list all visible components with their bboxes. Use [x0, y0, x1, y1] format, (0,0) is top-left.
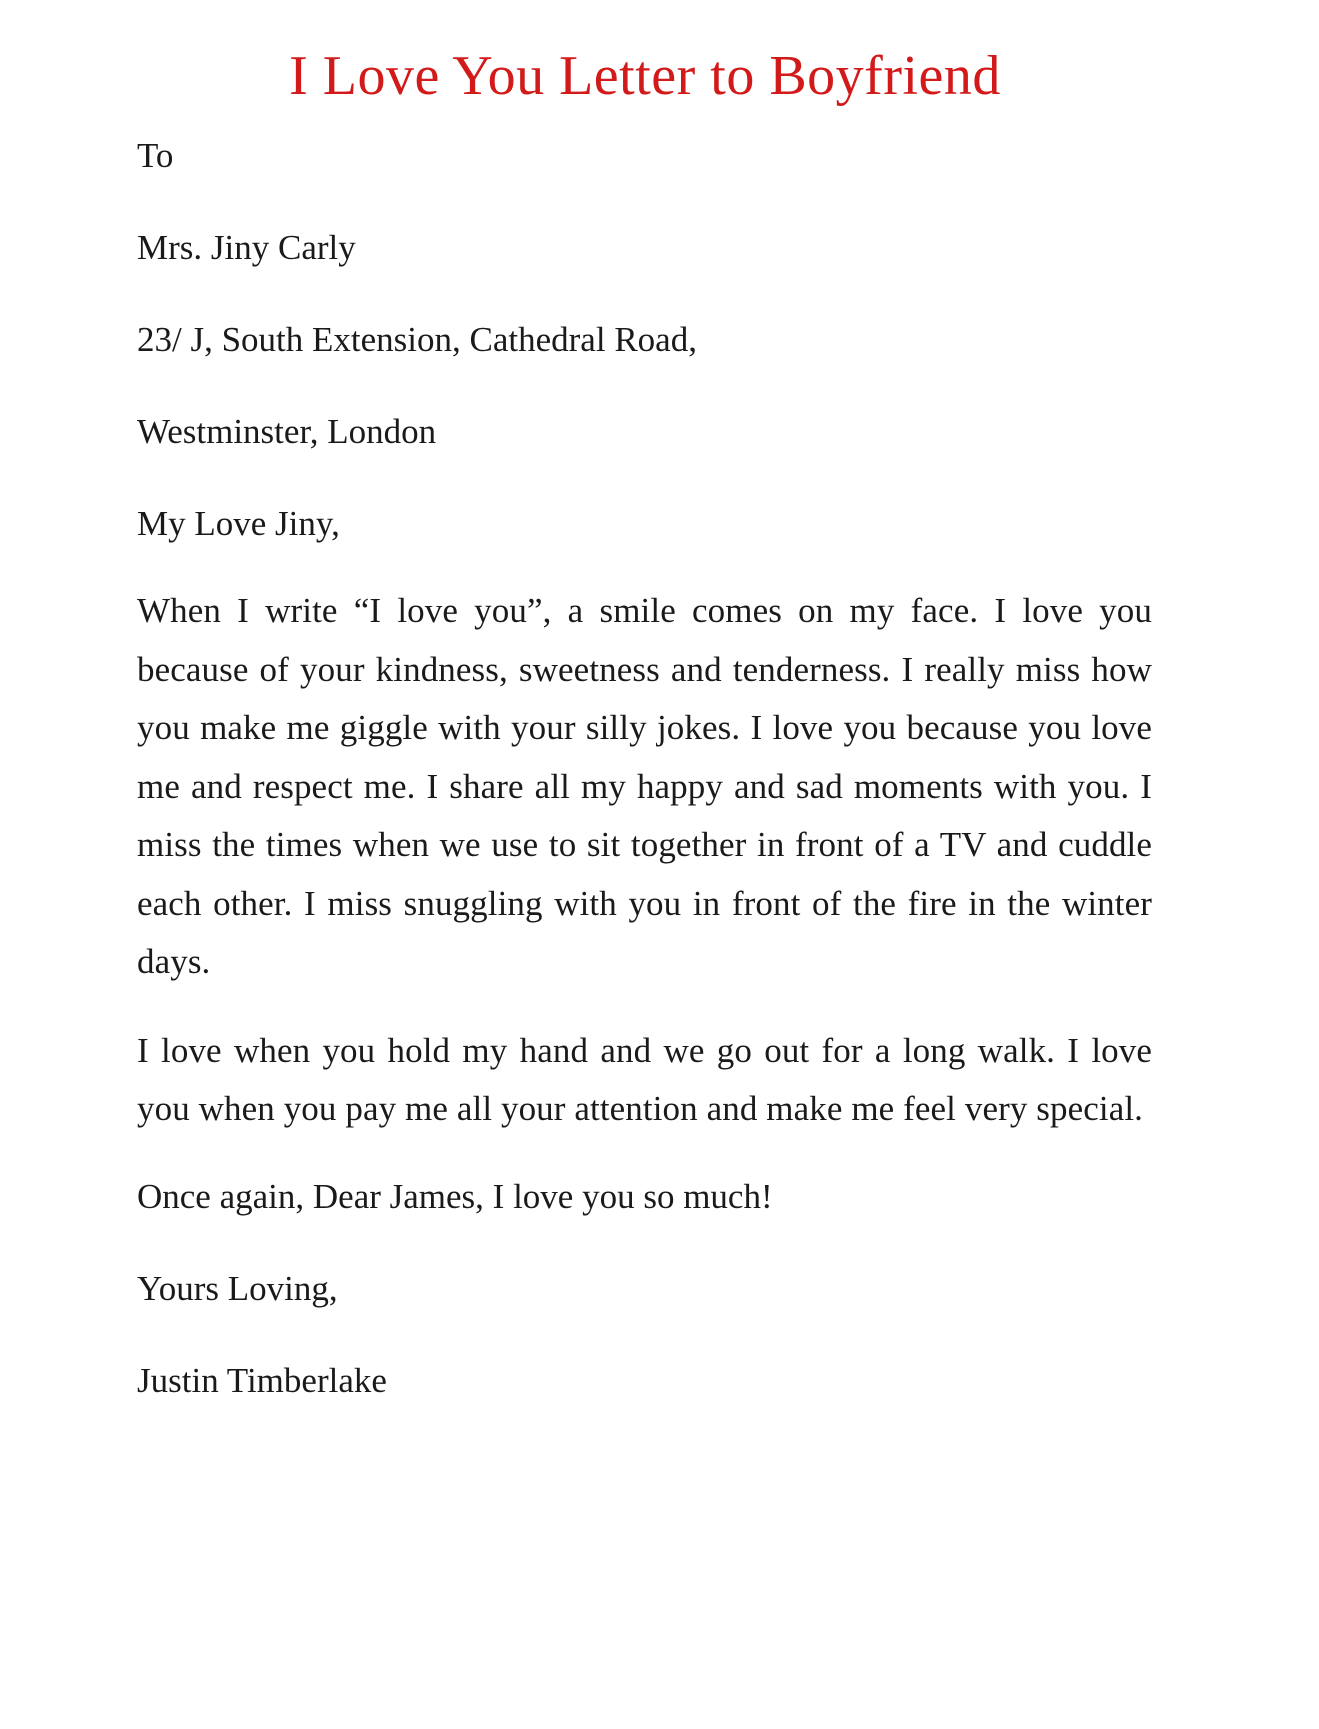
spacer: [137, 548, 1152, 582]
recipient-name: Mrs. Jiny Carly: [137, 228, 356, 267]
paragraph-1: When I write “I love you”, a smile comes on my face. I love you because of your kindness, sweetness and tenderness. I really miss how you make me giggle with your silly jokes. I love you because you love me and respect me. I share all my happy and sad moments with you. I miss the times when we use to sit together in front of a TV and cuddle each other. I miss snuggling with you in front of the fire in the winter days.: [137, 591, 1152, 981]
salutation-to: To: [137, 136, 174, 175]
spacer: [137, 180, 1152, 224]
spacer: [137, 364, 1152, 408]
spacer: [137, 272, 1152, 316]
address-line-2: Westminster, London: [137, 412, 437, 451]
sign-off: Yours Loving,: [137, 1268, 338, 1308]
letter-body: [137, 132, 1152, 1405]
spacer: [137, 1313, 1152, 1357]
spacer: [137, 1221, 1152, 1265]
spacer: [137, 456, 1152, 500]
address-line-1: 23/ J, South Extension, Cathedral Road,: [137, 320, 697, 359]
paragraph-2: I love when you hold my hand and we go out for a long walk. I love you when you pay me all your attention and make me feel very special.: [137, 1030, 1152, 1128]
document-title: I Love You Letter to Boyfriend: [289, 45, 1001, 107]
greeting: My Love Jiny,: [137, 504, 340, 543]
spacer: [137, 1139, 1152, 1173]
spacer: [137, 992, 1152, 1022]
signature-name: Justin Timberlake: [137, 1360, 387, 1400]
closing-line: Once again, Dear James, I love you so much!: [137, 1176, 773, 1216]
